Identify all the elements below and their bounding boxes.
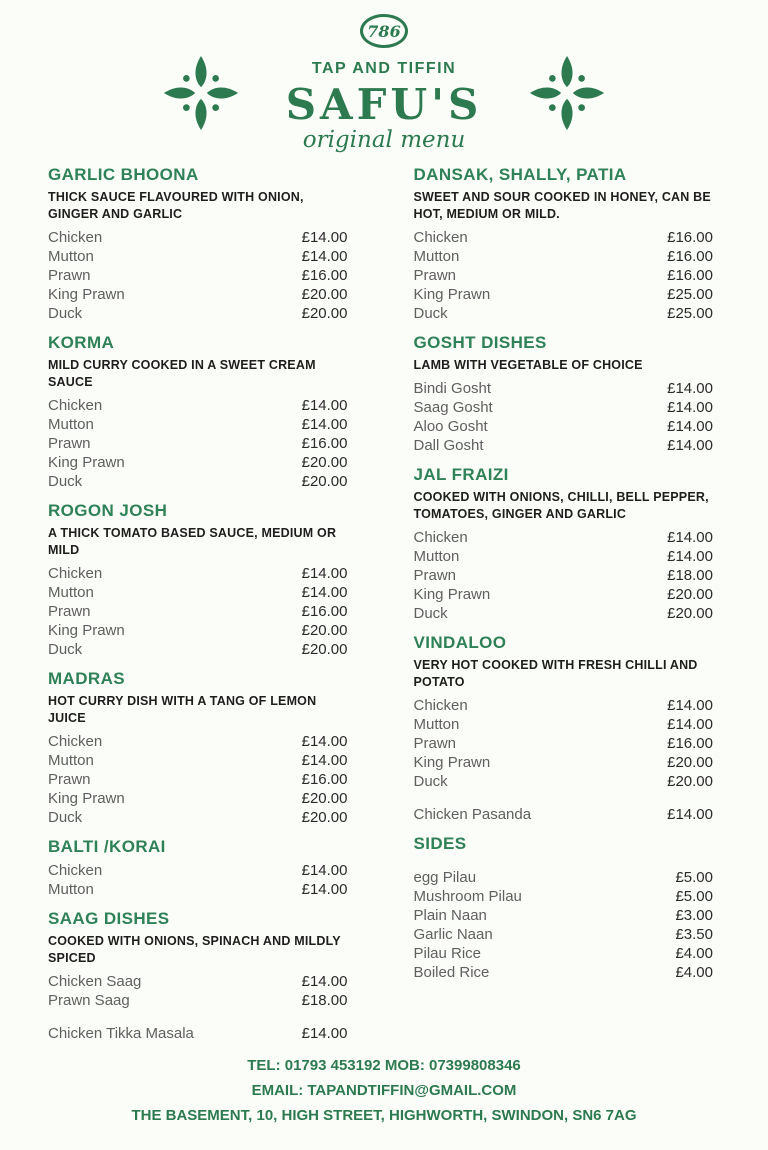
menu-item-price: £16.00: [667, 735, 713, 752]
page-subtitle: original menu: [302, 127, 466, 153]
menu-item-row: [414, 547, 714, 566]
menu-item-price: £14.00: [667, 399, 713, 416]
menu-item-price: £14.00: [301, 862, 348, 879]
menu-item-row: [48, 564, 348, 583]
menu-item-label: Duck: [48, 809, 83, 826]
menu-item-row: [414, 963, 714, 982]
section-items: [414, 868, 714, 982]
menu-item-label: Mutton: [413, 548, 460, 565]
brand-name: TAP AND TIFFIN: [311, 60, 457, 77]
menu-column-left: [48, 165, 348, 1053]
flower-ornament-left-icon: [162, 54, 240, 137]
menu-item-label: King Prawn: [413, 754, 491, 771]
menu-item-label: King Prawn: [48, 790, 125, 807]
menu-item-row: [48, 808, 348, 827]
menu-item-label: Duck: [48, 641, 83, 658]
section-title: MADRAS: [48, 669, 126, 688]
menu-item-price: £20.00: [301, 454, 348, 471]
header: [0, 0, 768, 153]
section-title: ROGON JOSH: [48, 501, 168, 520]
menu-item-price: £3.00: [675, 907, 713, 924]
menu-item-label: Prawn: [413, 735, 457, 752]
menu-item-row: [414, 887, 714, 906]
menu-item-row: [414, 398, 714, 417]
section-description: VERY HOT COOKED WITH FRESH CHILLI AND POTATO: [413, 658, 698, 689]
menu-item-row: [414, 379, 714, 398]
badge-786: [360, 14, 408, 48]
menu-item-label: Chicken: [413, 697, 468, 714]
section-title: DANSAK, SHALLY, PATIA: [413, 165, 627, 184]
menu-section: [48, 501, 348, 659]
menu-item-label: King Prawn: [48, 622, 125, 639]
menu-item-label: King Prawn: [413, 286, 491, 303]
menu-item-price: £5.00: [675, 888, 713, 905]
menu-item-label: Duck: [413, 773, 448, 790]
menu-item-price: £14.00: [301, 565, 348, 582]
section-items: [48, 972, 348, 1043]
section-items: [48, 732, 348, 827]
menu-item-row: [48, 453, 348, 472]
menu-item-price: £14.00: [301, 248, 348, 265]
menu-item-price: £14.00: [301, 397, 348, 414]
menu-item-price: £16.00: [301, 603, 348, 620]
menu-item-label: Chicken Saag: [48, 973, 142, 990]
menu-item-label: Dall Gosht: [413, 437, 484, 454]
section-description: MILD CURRY COOKED IN A SWEET CREAM SAUCE: [48, 358, 316, 389]
menu-item-row: [414, 944, 714, 963]
menu-item-row: [48, 991, 348, 1010]
menu-item-label: Prawn: [413, 567, 457, 584]
section-description: SWEET AND SOUR COOKED IN HONEY, CAN BE HOT, MEDIUM OR MILD.: [413, 190, 711, 221]
menu-item-price: £14.00: [667, 806, 713, 823]
menu-item-label: Prawn: [48, 771, 91, 788]
menu-section: [48, 909, 348, 1043]
menu-item-price: £20.00: [301, 809, 348, 826]
menu-item-row: [48, 640, 348, 659]
menu-item-price: £20.00: [301, 790, 348, 807]
menu-item-price: £14.00: [301, 733, 348, 750]
menu-item-label: Duck: [48, 473, 83, 490]
menu-item-price: £14.00: [301, 881, 348, 898]
menu-item-row: [48, 434, 348, 453]
section-items: [414, 696, 714, 824]
menu-item-row: [414, 906, 714, 925]
menu-item-price: £20.00: [667, 605, 713, 622]
menu-item-price: £14.00: [301, 1025, 348, 1042]
menu-item-row: [48, 732, 348, 751]
menu-item-price: £4.00: [675, 964, 713, 981]
menu-item-label: Chicken Pasanda: [413, 806, 532, 823]
menu-section: [48, 333, 348, 491]
menu-item-row: [48, 228, 348, 247]
menu-item-row: [48, 602, 348, 621]
section-title: SAAG DISHES: [48, 909, 170, 928]
menu-item-label: Duck: [413, 305, 448, 322]
menu-item-row: [414, 715, 714, 734]
section-description: A THICK TOMATO BASED SAUCE, MEDIUM OR MILD: [48, 526, 337, 557]
menu-item-row: [414, 566, 714, 585]
footer-email: EMAIL: TAPANDTIFFIN@GMAIL.COM: [251, 1082, 517, 1099]
section-description: COOKED WITH ONIONS, SPINACH AND MILDLY SPICED: [48, 934, 341, 965]
menu-item-price: £14.00: [301, 752, 348, 769]
menu-item-price: £25.00: [667, 286, 713, 303]
menu-section: [414, 465, 714, 623]
menu-item-price: £20.00: [667, 754, 713, 771]
menu-item-label: Chicken: [413, 529, 468, 546]
section-description: LAMB WITH VEGETABLE OF CHOICE: [413, 358, 643, 372]
menu-item-row: [414, 868, 714, 887]
menu-item-price: £16.00: [301, 435, 348, 452]
footer-address: THE BASEMENT, 10, HIGH STREET, HIGHWORTH, SWINDON, SN6 7AG: [131, 1107, 637, 1124]
menu-item-label: Prawn Saag: [48, 992, 130, 1009]
menu-item-row: [48, 621, 348, 640]
menu-item-label: Mutton: [48, 752, 94, 769]
menu-item-price: £14.00: [667, 418, 713, 435]
menu-item-row: [48, 285, 348, 304]
menu-item-row: [414, 805, 714, 824]
menu-item-label: Chicken: [48, 397, 103, 414]
menu-item-label: Prawn: [413, 267, 457, 284]
footer-phone: TEL: 01793 453192 MOB: 07399808346: [247, 1057, 521, 1074]
menu-item-price: £20.00: [301, 641, 348, 658]
menu-item-price: £3.50: [675, 926, 713, 943]
menu-item-label: King Prawn: [48, 454, 125, 471]
menu-item-row: [414, 604, 714, 623]
menu-body: [0, 153, 768, 1053]
section-items: [48, 564, 348, 659]
menu-item-price: £20.00: [667, 773, 713, 790]
menu-item-row: [48, 770, 348, 789]
menu-item-row: [414, 585, 714, 604]
footer: [0, 1053, 768, 1150]
menu-item-label: Mutton: [48, 416, 94, 433]
section-title: VINDALOO: [413, 633, 507, 652]
menu-item-label: Chicken Tikka Masala: [48, 1025, 194, 1042]
menu-section: [414, 633, 714, 824]
menu-item-row: [48, 861, 348, 880]
section-title: KORMA: [48, 333, 115, 352]
menu-item-label: Duck: [48, 305, 83, 322]
menu-item-label: Chicken: [413, 229, 468, 246]
menu-item-row: [48, 1024, 348, 1043]
menu-item-price: £14.00: [301, 973, 348, 990]
menu-item-label: Mutton: [48, 248, 94, 265]
menu-item-price: £14.00: [667, 437, 713, 454]
menu-item-label: Chicken: [48, 229, 103, 246]
menu-section: [48, 669, 348, 827]
menu-item-row: [48, 415, 348, 434]
menu-item-label: Mutton: [48, 584, 94, 601]
menu-item-label: Duck: [413, 605, 448, 622]
flower-ornament-right-icon: [528, 54, 606, 137]
menu-item-row: [414, 228, 714, 247]
menu-item-price: £5.00: [675, 869, 713, 886]
menu-item-price: £14.00: [667, 380, 713, 397]
menu-item-row: [414, 417, 714, 436]
menu-item-label: King Prawn: [413, 586, 491, 603]
menu-item-price: £20.00: [301, 286, 348, 303]
menu-item-row: [414, 734, 714, 753]
menu-item-row: [414, 772, 714, 791]
menu-item-price: £14.00: [667, 697, 713, 714]
menu-item-row: [48, 472, 348, 491]
menu-item-row: [414, 247, 714, 266]
menu-item-price: £20.00: [667, 586, 713, 603]
menu-section: [414, 333, 714, 455]
menu-item-row: [414, 528, 714, 547]
menu-item-price: £16.00: [301, 771, 348, 788]
header-center: [286, 14, 483, 153]
menu-item-label: Prawn: [48, 603, 91, 620]
menu-item-price: £16.00: [667, 229, 713, 246]
menu-item-row: [414, 436, 714, 455]
menu-item-price: £14.00: [667, 548, 713, 565]
menu-item-price: £20.00: [301, 622, 348, 639]
menu-item-row: [48, 789, 348, 808]
menu-item-price: £18.00: [301, 992, 348, 1009]
menu-item-price: £14.00: [667, 529, 713, 546]
menu-item-label: Chicken: [48, 565, 103, 582]
menu-section: [414, 165, 714, 323]
section-title: JAL FRAIZI: [413, 465, 509, 484]
menu-item-row: [414, 266, 714, 285]
section-items: [48, 228, 348, 323]
menu-item-label: Aloo Gosht: [413, 418, 488, 435]
menu-item-price: £16.00: [667, 267, 713, 284]
menu-item-label: Mutton: [48, 881, 94, 898]
section-items: [414, 379, 714, 455]
menu-item-price: £16.00: [301, 267, 348, 284]
menu-item-row: [414, 753, 714, 772]
menu-item-price: £14.00: [301, 229, 348, 246]
menu-item-label: Prawn: [48, 267, 91, 284]
section-description: THICK SAUCE FLAVOURED WITH ONION, GINGER AND GARLIC: [48, 190, 304, 221]
menu-item-price: £18.00: [667, 567, 713, 584]
menu-item-label: Prawn: [48, 435, 91, 452]
menu-item-price: £25.00: [667, 305, 713, 322]
menu-item-price: £4.00: [675, 945, 713, 962]
menu-item-row: [48, 972, 348, 991]
menu-item-price: £14.00: [301, 416, 348, 433]
menu-item-row: [48, 396, 348, 415]
menu-item-label: Mushroom Pilau: [413, 888, 522, 905]
menu-item-row: [48, 880, 348, 899]
section-title: SIDES: [413, 834, 467, 853]
section-title: BALTI /KORAI: [48, 837, 166, 856]
section-description: HOT CURRY DISH WITH A TANG OF LEMON JUICE: [48, 694, 317, 725]
menu-item-label: Chicken: [48, 733, 103, 750]
menu-item-label: King Prawn: [48, 286, 125, 303]
menu-item-row: [48, 583, 348, 602]
menu-item-label: egg Pilau: [413, 869, 477, 886]
menu-item-row: [48, 304, 348, 323]
page-title: SAFU'S: [285, 80, 483, 129]
menu-item-label: Pilau Rice: [413, 945, 482, 962]
section-title: GARLIC BHOONA: [48, 165, 199, 184]
section-items: [48, 861, 348, 899]
menu-item-price: £16.00: [667, 248, 713, 265]
menu-item-price: £14.00: [301, 584, 348, 601]
menu-item-row: [48, 266, 348, 285]
menu-item-row: [48, 247, 348, 266]
menu-section: [48, 837, 348, 899]
menu-item-row: [414, 304, 714, 323]
menu-item-price: £20.00: [301, 305, 348, 322]
menu-item-row: [414, 925, 714, 944]
section-items: [414, 228, 714, 323]
menu-section: [48, 165, 348, 323]
menu-item-label: Saag Gosht: [413, 399, 493, 416]
section-items: [414, 528, 714, 623]
menu-item-row: [414, 285, 714, 304]
menu-column-right: [414, 165, 714, 1053]
section-items: [48, 396, 348, 491]
menu-item-label: Mutton: [413, 716, 460, 733]
menu-item-label: Chicken: [48, 862, 103, 879]
menu-item-price: £20.00: [301, 473, 348, 490]
menu-item-label: Garlic Naan: [413, 926, 493, 943]
badge-label: 786: [367, 21, 401, 41]
menu-item-label: Boiled Rice: [413, 964, 490, 981]
section-description: COOKED WITH ONIONS, CHILLI, BELL PEPPER, TOMATOES, GINGER AND GARLIC: [413, 490, 709, 521]
menu-item-row: [414, 696, 714, 715]
menu-item-label: Bindi Gosht: [413, 380, 492, 397]
section-title: GOSHT DISHES: [413, 333, 547, 352]
menu-item-row: [48, 751, 348, 770]
menu-item-label: Plain Naan: [413, 907, 487, 924]
menu-item-price: £14.00: [667, 716, 713, 733]
menu-item-label: Mutton: [413, 248, 460, 265]
menu-section: [414, 834, 714, 982]
